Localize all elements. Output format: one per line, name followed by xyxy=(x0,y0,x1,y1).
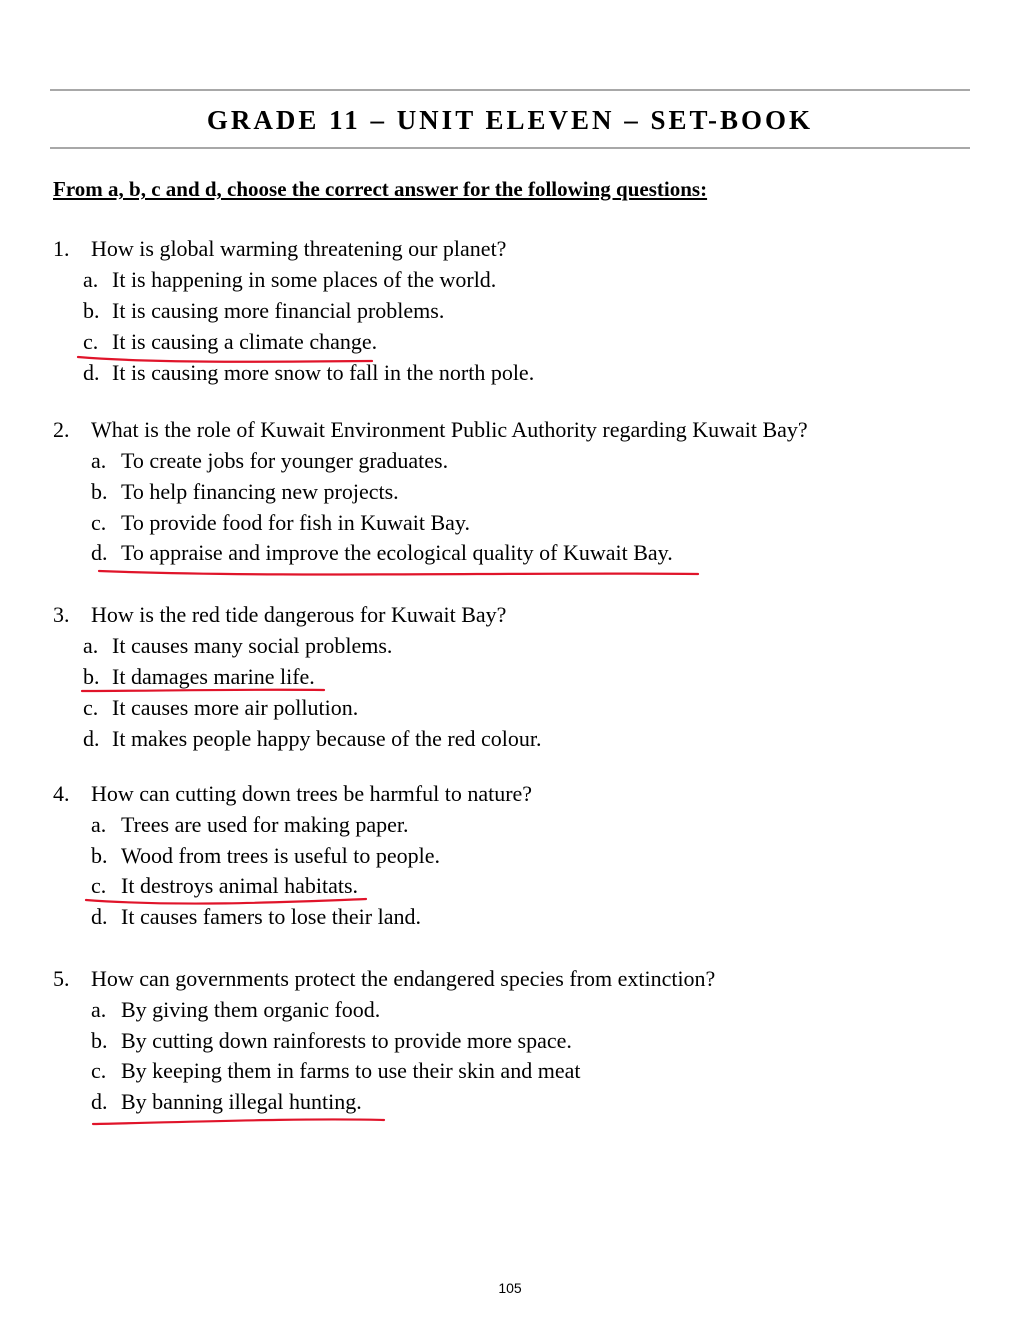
question-number: 1. xyxy=(53,236,70,261)
option-label: c. xyxy=(91,873,107,898)
header-rule-bottom xyxy=(50,147,970,149)
option-label: a. xyxy=(91,448,107,473)
page-number: 105 xyxy=(498,1280,522,1296)
option-text: It is causing more snow to fall in the north pole. xyxy=(112,360,535,385)
option-text: It causes famers to lose their land. xyxy=(121,904,421,929)
option-text: To create jobs for younger graduates. xyxy=(121,448,449,473)
option-text: To provide food for fish in Kuwait Bay. xyxy=(121,510,470,535)
option-text: By giving them organic food. xyxy=(121,997,381,1022)
option-label: b. xyxy=(91,479,108,504)
option-label: a. xyxy=(83,267,99,292)
option-label: b. xyxy=(91,843,108,868)
instruction-heading: From a, b, c and d, choose the correct answer for the following questions: xyxy=(53,177,708,201)
option-text: It destroys animal habitats. xyxy=(121,873,359,898)
option-text: It damages marine life. xyxy=(112,664,315,689)
option-label: b. xyxy=(83,664,100,689)
option-label: d. xyxy=(91,1089,108,1114)
question-number: 4. xyxy=(53,781,70,806)
option-label: a. xyxy=(91,812,107,837)
option-label: c. xyxy=(83,329,99,354)
option-text: It causes many social problems. xyxy=(112,633,393,658)
page-title: GRADE 11 – UNIT ELEVEN – SET-BOOK xyxy=(206,105,814,135)
option-text: By keeping them in farms to use their skin and meat xyxy=(121,1058,581,1083)
option-label: d. xyxy=(83,726,100,751)
header-rule-top xyxy=(50,89,970,91)
option-label: c. xyxy=(91,510,107,535)
question-number: 2. xyxy=(53,417,70,442)
option-text: It is causing a climate change. xyxy=(112,329,378,354)
option-label: d. xyxy=(91,540,108,565)
option-label: a. xyxy=(83,633,99,658)
option-label: d. xyxy=(91,904,108,929)
option-label: a. xyxy=(91,997,107,1022)
answer-underline-q5 xyxy=(93,1119,384,1124)
option-text: Trees are used for making paper. xyxy=(121,812,409,837)
question-number: 5. xyxy=(53,966,70,991)
option-label: c. xyxy=(83,695,99,720)
option-text: By banning illegal hunting. xyxy=(121,1089,362,1114)
option-label: d. xyxy=(83,360,100,385)
option-label: c. xyxy=(91,1058,107,1083)
option-label: b. xyxy=(83,298,100,323)
answer-underline-q2 xyxy=(99,571,698,575)
option-text: To help financing new projects. xyxy=(121,479,399,504)
option-label: b. xyxy=(91,1028,108,1053)
answer-underline-q4 xyxy=(86,899,366,904)
question-text: How can cutting down trees be harmful to nature? xyxy=(91,781,533,806)
question-text: What is the role of Kuwait Environment Public Authority regarding Kuwait Bay? xyxy=(91,417,808,442)
question-text: How is the red tide dangerous for Kuwait Bay? xyxy=(91,602,507,627)
option-text: Wood from trees is useful to people. xyxy=(121,843,440,868)
question-text: How can governments protect the endangered species from extinction? xyxy=(91,966,716,991)
option-text: It makes people happy because of the red colour. xyxy=(112,726,542,751)
question-text: How is global warming threatening our planet? xyxy=(91,236,507,261)
question-number: 3. xyxy=(53,602,70,627)
option-text: It causes more air pollution. xyxy=(112,695,359,720)
option-text: By cutting down rainforests to provide more space. xyxy=(121,1028,572,1053)
option-text: It is happening in some places of the world. xyxy=(112,267,497,292)
option-text: It is causing more financial problems. xyxy=(112,298,445,323)
option-text: To appraise and improve the ecological quality of Kuwait Bay. xyxy=(121,540,673,565)
